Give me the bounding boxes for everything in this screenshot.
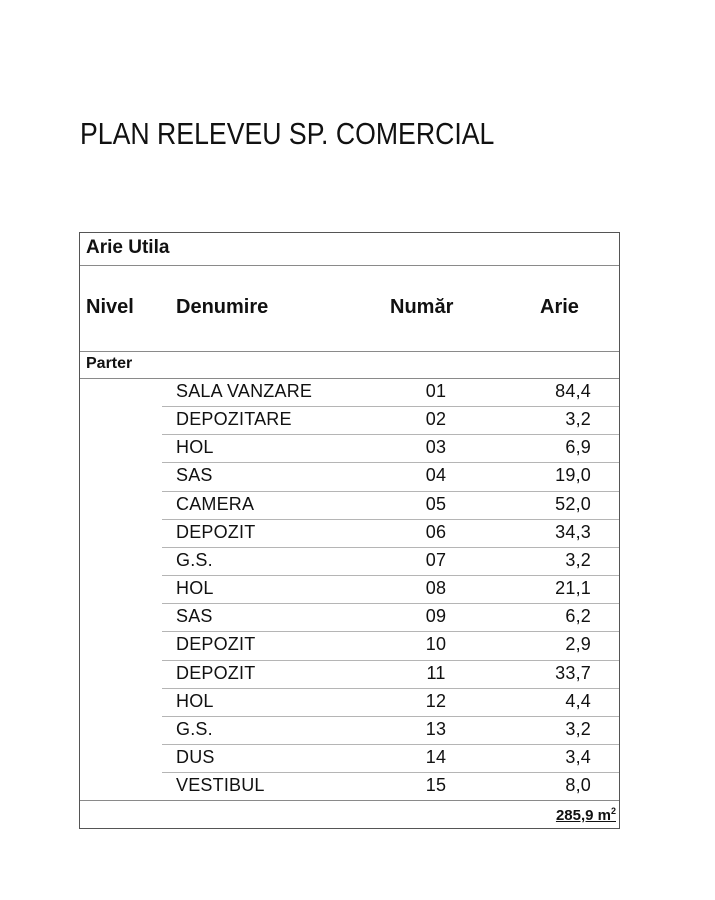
row-numar: 10 xyxy=(425,634,447,655)
row-arie: 6,2 xyxy=(565,606,591,627)
header-denumire: Denumire xyxy=(176,296,269,318)
row-numar: 03 xyxy=(425,437,447,458)
row-numar: 06 xyxy=(425,521,447,542)
row-denumire: SAS xyxy=(176,465,213,486)
divider xyxy=(80,265,619,266)
row-denumire: DEPOZIT xyxy=(176,634,256,655)
level-label: Parter xyxy=(86,355,133,372)
header-arie: Arie xyxy=(540,296,579,318)
row-denumire: DEPOZIT xyxy=(176,662,256,683)
row-divider xyxy=(162,744,619,745)
row-denumire: SALA VANZARE xyxy=(176,381,313,401)
row-numar: 13 xyxy=(425,718,447,739)
row-divider xyxy=(162,491,619,492)
header-numar: Număr xyxy=(390,296,454,318)
row-denumire: SAS xyxy=(176,606,213,627)
row-numar: 09 xyxy=(425,606,447,627)
divider xyxy=(80,378,619,379)
row-numar: 07 xyxy=(425,549,447,570)
row-denumire: HOL xyxy=(176,690,214,711)
divider xyxy=(80,800,619,801)
row-denumire: G.S. xyxy=(176,549,213,570)
row-numar: 11 xyxy=(426,662,446,683)
row-arie: 3,2 xyxy=(565,549,591,570)
row-denumire: HOL xyxy=(176,437,214,458)
row-divider xyxy=(162,716,619,717)
row-divider xyxy=(162,406,619,407)
row-arie: 34,3 xyxy=(555,521,591,542)
row-numar: 12 xyxy=(425,690,447,711)
row-denumire: DEPOZIT xyxy=(176,521,256,542)
row-arie: 19,0 xyxy=(555,465,591,486)
row-arie: 3,2 xyxy=(565,409,591,430)
row-divider xyxy=(162,631,619,632)
row-divider xyxy=(162,772,619,773)
row-divider xyxy=(162,462,619,463)
row-arie: 2,9 xyxy=(565,634,591,655)
row-divider xyxy=(162,434,619,435)
row-divider xyxy=(162,519,619,520)
row-arie: 8,0 xyxy=(565,775,591,796)
row-divider xyxy=(162,688,619,689)
row-numar: 15 xyxy=(425,775,447,796)
row-denumire: DUS xyxy=(176,746,215,767)
row-arie: 4,4 xyxy=(565,690,591,711)
page-title: PLAN RELEVEU SP. COMERCIAL xyxy=(80,116,495,151)
header-nivel: Nivel xyxy=(86,296,134,318)
row-arie: 33,7 xyxy=(555,662,591,683)
section-title: Arie Utila xyxy=(86,237,170,258)
row-denumire: VESTIBUL xyxy=(176,775,265,796)
row-numar: 04 xyxy=(425,465,447,486)
total-value: 285,9 m xyxy=(555,807,611,824)
divider xyxy=(80,351,619,352)
row-arie: 3,4 xyxy=(565,746,591,767)
row-arie: 6,9 xyxy=(565,437,591,458)
row-arie: 84,4 xyxy=(555,381,591,401)
row-numar: 02 xyxy=(425,409,447,430)
row-arie: 52,0 xyxy=(555,493,591,514)
total-unit-exponent: 2 xyxy=(610,806,616,816)
row-divider xyxy=(162,575,619,576)
row-denumire: HOL xyxy=(176,578,214,599)
row-numar: 08 xyxy=(425,578,447,599)
row-denumire: G.S. xyxy=(176,718,213,739)
row-numar: 01 xyxy=(425,381,447,401)
total-area xyxy=(516,806,616,824)
row-denumire: DEPOZITARE xyxy=(176,409,292,430)
row-divider xyxy=(162,660,619,661)
row-denumire: CAMERA xyxy=(176,493,255,514)
area-table xyxy=(79,232,620,829)
row-arie: 21,1 xyxy=(555,578,591,599)
row-numar: 14 xyxy=(425,746,447,767)
row-divider xyxy=(162,603,619,604)
row-numar: 05 xyxy=(425,493,447,514)
row-arie: 3,2 xyxy=(565,718,591,739)
row-divider xyxy=(162,547,619,548)
